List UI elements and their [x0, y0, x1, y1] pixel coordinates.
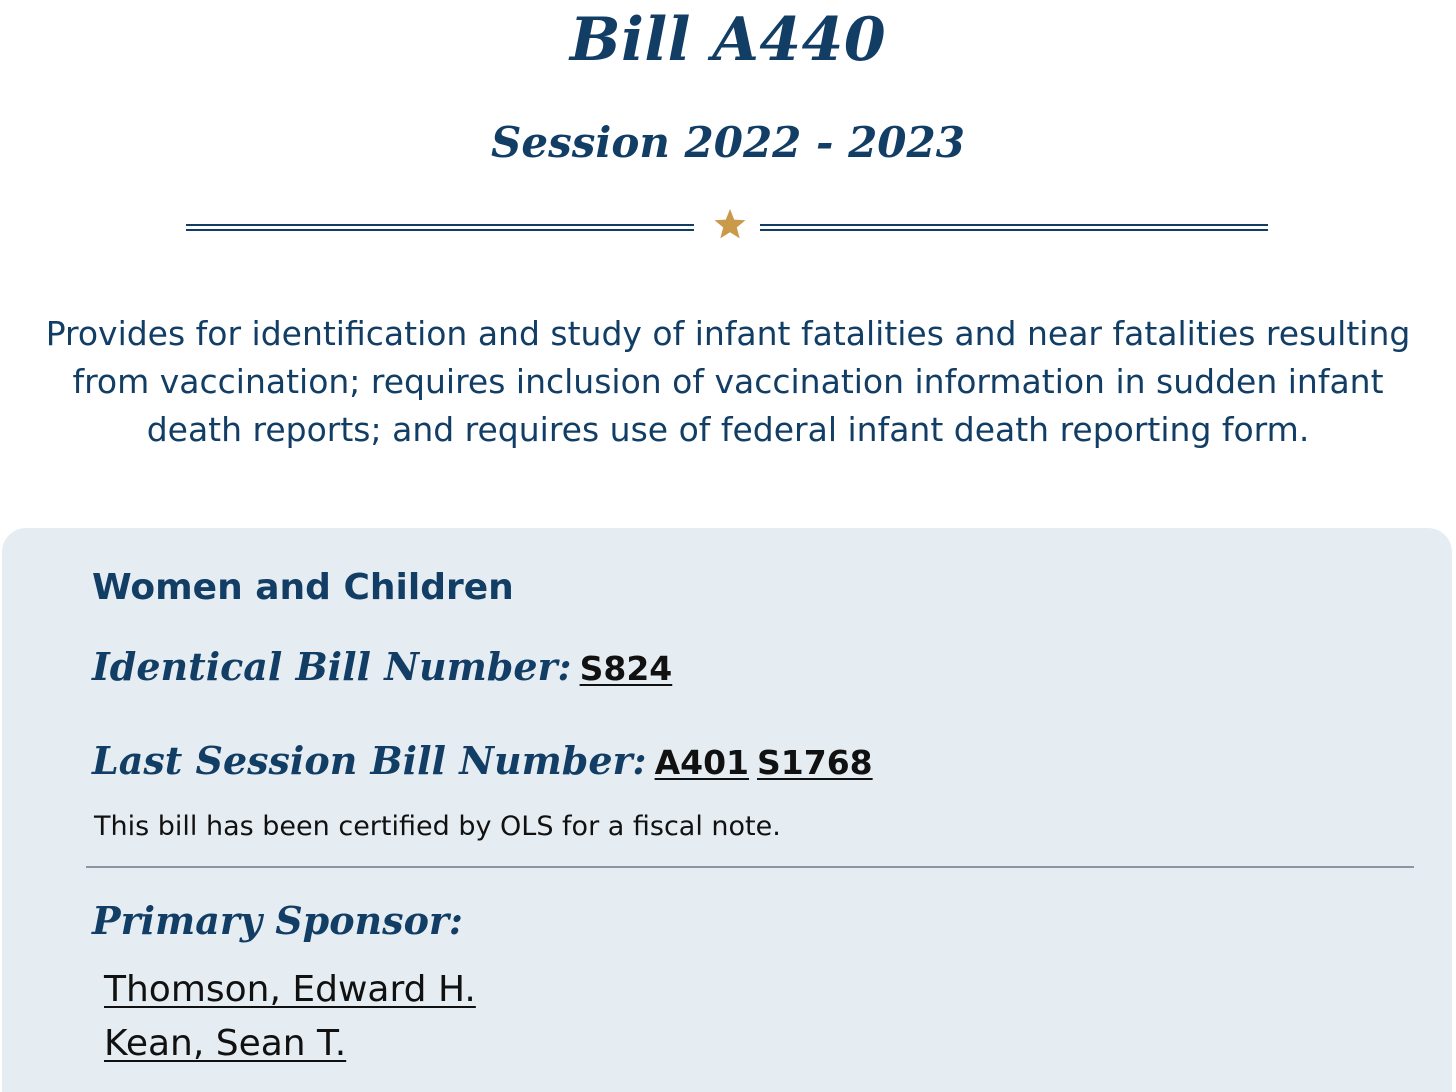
bill-title: Bill A440 [569, 5, 887, 75]
primary-sponsor-label: Primary Sponsor: [92, 898, 463, 943]
section-divider [86, 866, 1414, 868]
fiscal-note-text: This bill has been certified by OLS for a fiscal note. [94, 811, 781, 842]
identical-bill-link-s824[interactable]: S824 [579, 649, 673, 688]
subject-heading: Women and Children [92, 567, 514, 608]
divider-left-line [186, 224, 694, 231]
bill-synopsis: Provides for identification and study of infant fatalities and near fatalities resulting from vaccination; requires inclusion of vaccination information in sudden infant death reports; and requires use of federal infant death reporting form. [45, 314, 1411, 449]
star-icon [712, 206, 748, 242]
last-session-bill-link-a401[interactable]: A401 [654, 743, 750, 782]
sponsor-link-kean[interactable]: Kean, Sean T. [104, 1023, 347, 1064]
last-session-bill-row [92, 732, 873, 790]
identical-bill-row [92, 638, 672, 696]
identical-bill-label: Identical Bill Number: [92, 644, 572, 689]
sponsor-link-thomson[interactable]: Thomson, Edward H. [104, 969, 476, 1010]
last-session-bill-link-s1768[interactable]: S1768 [757, 743, 873, 782]
divider-right-line [760, 224, 1268, 231]
last-session-bill-label: Last Session Bill Number: [92, 738, 647, 783]
session-heading: Session 2022 - 2023 [491, 118, 965, 167]
